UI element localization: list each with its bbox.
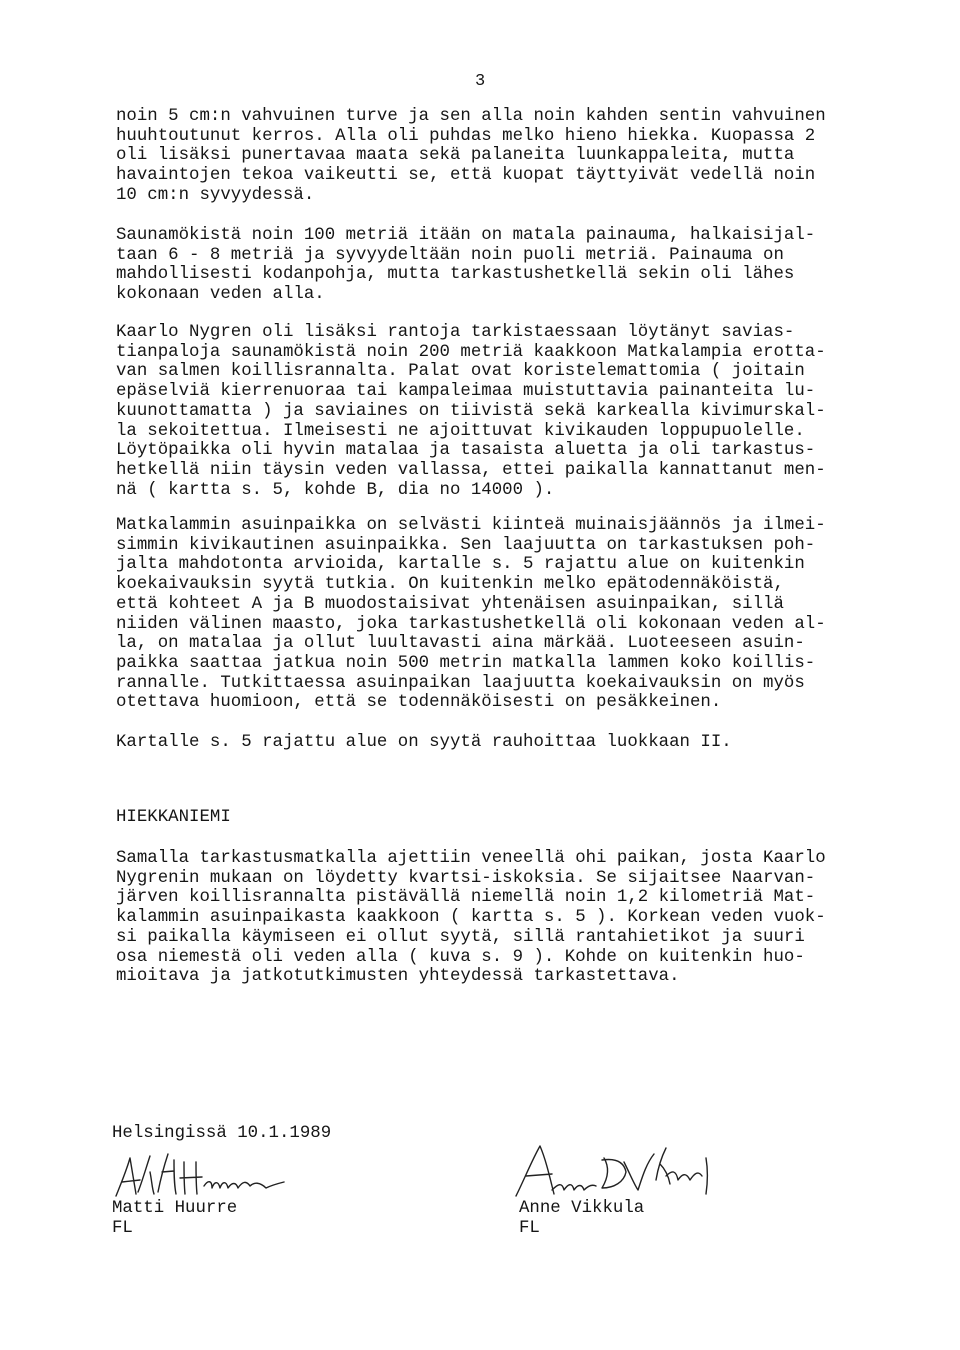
text-line: si paikalla käymiseen ei ollut syytä, sillä rantahietikot ja suuri: [116, 927, 805, 947]
section-paragraph: [116, 849, 916, 987]
text-line: Nygrenin mukaan on löydetty kvartsi-iskoksia. Se sijaitsee Naarvan-: [116, 868, 816, 888]
paragraph-2: [116, 226, 916, 305]
text-line: rannalle. Tutkittaessa asuinpaikan laajuutta koekaivauksin on myös: [116, 673, 805, 693]
text-line: havaintojen tekoa vaikeutti se, että kuopat täyttyivät vedellä noin: [116, 166, 816, 186]
signature-anne-vikkula: [506, 1140, 721, 1202]
text-line: osa niemestä oli veden alla ( kuva s. 9 ). Kohde on kuitenkin huo-: [116, 947, 805, 967]
text-line: Matkalammin asuinpaikka on selvästi kiinteä muinaisjäännös ja ilmei-: [116, 516, 826, 535]
text-line: nä ( kartta s. 5, kohde B, dia no 14000 ).: [116, 480, 555, 500]
text-line: kuunottamatta ) ja saviaines on tiivistä sekä karkealla kivimurskal-: [116, 401, 826, 421]
paragraph-3: [116, 323, 916, 500]
text-line: Kartalle s. 5 rajattu alue on syytä rauhoittaa luokkaan II.: [116, 733, 732, 752]
text-line: epäselviä kierrenuoraa tai kampaleimaa muistuttavia painanteita lu-: [116, 382, 816, 402]
text-line: van salmen koillisrannalta. Palat ovat koristelemattomia ( joitain: [116, 362, 805, 382]
text-line: mahdollisesti kodanpohja, mutta tarkastushetkellä sekin oli lähes: [116, 265, 795, 285]
text-line: järven koillisrannalta pistävällä niemellä noin 1,2 kilometriä Mat-: [116, 888, 816, 908]
text-line: Kaarlo Nygren oli lisäksi rantoja tarkistaessaan löytänyt savias-: [116, 323, 795, 342]
text-line: otettava huomioon, että se todennäköisesti on pesäkkeinen.: [116, 693, 722, 713]
signatory-name: Matti Huurre: [112, 1199, 238, 1218]
text-line: huuhtoutunut kerros. Alla oli puhdas melko hieno hiekka. Kuopassa 2: [116, 126, 816, 146]
text-line: mioitava ja jatkotutkimusten yhteydessä tarkastettava.: [116, 967, 680, 987]
signatory-title: FL: [112, 1219, 133, 1238]
text-line: Löytöpaikka oli hyvin matalaa ja tasaista aluetta ja oli tarkastus-: [116, 441, 816, 461]
text-line: paikka saattaa jatkua noin 500 metrin matkalla lammen koko koillis-: [116, 653, 816, 673]
text-line: tianpaloja saunamökistä noin 200 metriä kaakkoon Matkalampia erotta-: [116, 342, 826, 362]
paragraph-1: [116, 107, 916, 206]
paragraph-5: [116, 733, 916, 753]
place-date: Helsingissä 10.1.1989: [112, 1124, 332, 1143]
section-heading: HIEKKANIEMI: [116, 808, 231, 827]
text-line: Samalla tarkastusmatkalla ajettiin veneellä ohi paikan, josta Kaarlo: [116, 849, 826, 868]
text-line: la, on matalaa ja ollut luultavasti aina märkää. Luoteeseen asuin-: [116, 634, 805, 654]
text-line: Saunamökistä noin 100 metriä itään on matala painauma, halkaisijal-: [116, 226, 816, 245]
text-line: simmin kivikautinen asuinpaikka. Sen laajuutta on tarkastuksen poh-: [116, 535, 816, 555]
text-line: 10 cm:n syvyydessä.: [116, 185, 315, 205]
paragraph-4: [116, 516, 916, 713]
text-line: oli lisäksi punertavaa maata sekä palaneita luunkappaleita, mutta: [116, 146, 795, 166]
text-line: hetkellä niin täysin veden vallassa, ettei paikalla kannattanut men-: [116, 460, 826, 480]
text-line: niiden välinen maasto, joka tarkastushetkellä oli kokonaan veden al-: [116, 614, 826, 634]
signatory-1: [112, 1199, 237, 1239]
signatory-2: [519, 1199, 644, 1239]
text-line: la sekoitettua. Ilmeisesti ne ajoittuvat kivikauden loppupuolelle.: [116, 421, 805, 441]
signature-matti-huurre: [108, 1152, 308, 1204]
text-line: kalammin asuinpaikasta kaakkoon ( kartta s. 5 ). Korkean veden vuok-: [116, 908, 826, 928]
signatory-title: FL: [519, 1219, 540, 1238]
text-line: noin 5 cm:n vahvuinen turve ja sen alla noin kahden sentin vahvuinen: [116, 107, 826, 126]
text-line: taan 6 - 8 metriä ja syvyydeltään noin puoli metriä. Painauma on: [116, 245, 784, 265]
text-line: kokonaan veden alla.: [116, 285, 325, 305]
text-line: jalta mahdotonta arvioida, kartalle s. 5 rajattu alue on kuitenkin: [116, 555, 805, 575]
signatory-name: Anne Vikkula: [519, 1199, 645, 1218]
text-line: koekaivauksin syytä tutkia. On kuitenkin melko epätodennäköistä,: [116, 575, 784, 595]
text-line: että kohteet A ja B muodostaisivat yhtenäisen asuinpaikan, sillä: [116, 594, 784, 614]
page-number: 3: [475, 72, 486, 91]
